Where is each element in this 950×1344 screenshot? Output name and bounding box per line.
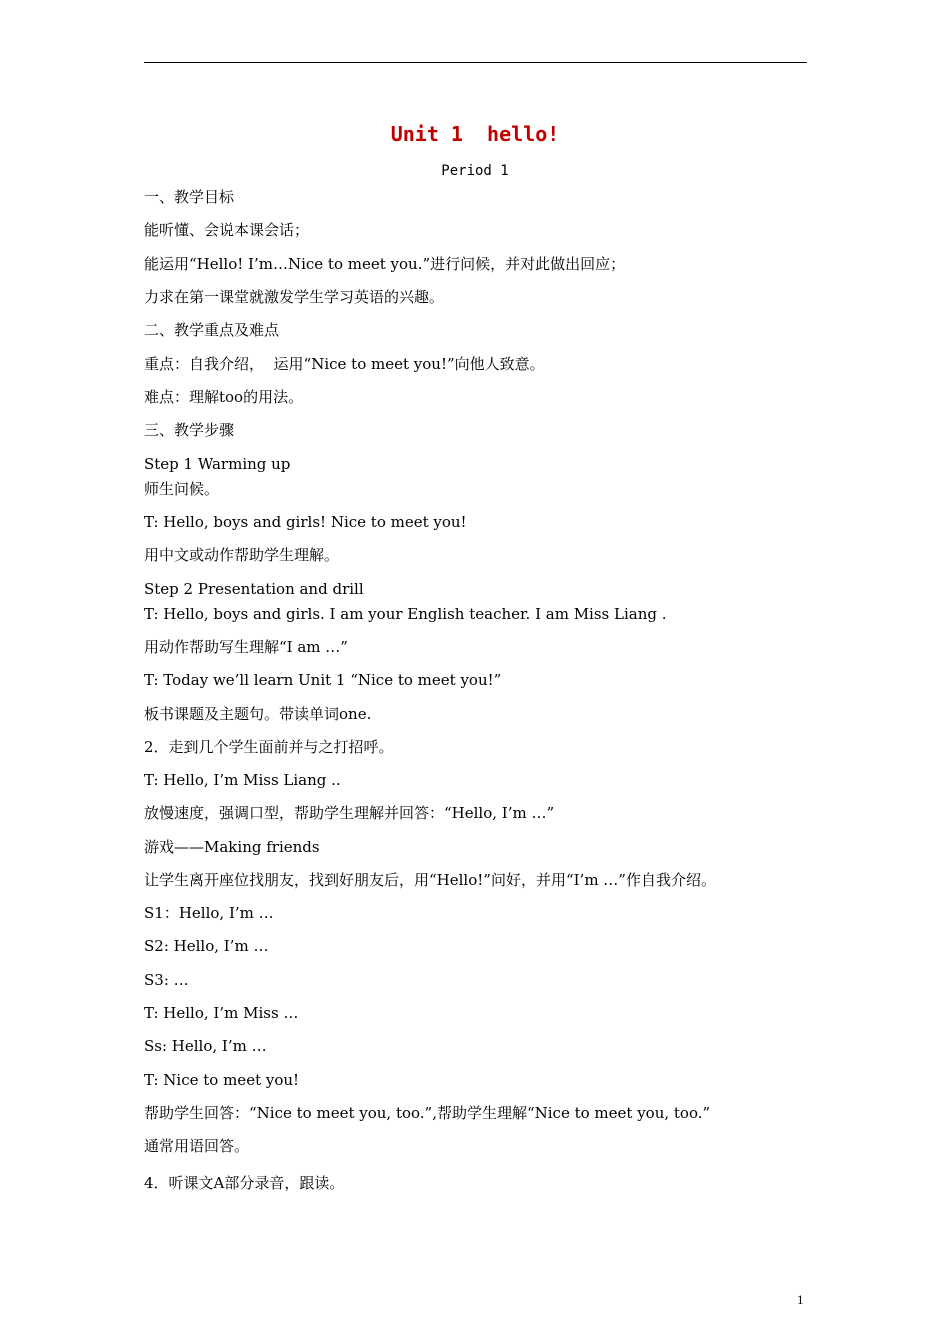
text-line: T: Hello, boys and girls. I am your English teacher. I am Miss Liang .: [144, 605, 667, 623]
header-rule: [144, 62, 807, 63]
text-line: 师生问候。: [144, 480, 220, 498]
text-line: 重点：自我介绍， 运用“Nice to meet you!”向他人致意。: [144, 355, 545, 373]
text-line: 二、教学重点及难点: [144, 321, 280, 339]
text-line: T: Hello, I’m Miss Liang ..: [144, 771, 341, 789]
text-line: 难点：理解too的用法。: [144, 388, 304, 406]
page-title: Unit 1 hello!: [390, 122, 560, 146]
text-line: 力求在第一课堂就激发学生学习英语的兴趣。: [144, 288, 445, 306]
text-line: 能运用“Hello! I’m…Nice to meet you.”进行问候，并对此做出回应；: [144, 255, 626, 273]
text-line: T: Hello, I’m Miss …: [144, 1004, 299, 1022]
text-line: T: Today we’ll learn Unit 1 “Nice to meet you!”: [144, 671, 502, 689]
text-line: Step 2 Presentation and drill: [144, 580, 364, 598]
text-line: 2．走到几个学生面前并与之打招呼。: [144, 738, 394, 756]
text-line: 通常用语回答。: [144, 1137, 250, 1155]
text-line: 游戏——Making friends: [144, 838, 320, 856]
text-line: 用中文或动作帮助学生理解。: [144, 546, 340, 564]
text-line: 一、教学目标: [144, 188, 235, 206]
text-line: S2: Hello, I’m …: [144, 937, 269, 955]
page-number: 1: [797, 1292, 804, 1307]
text-line: 三、教学步骤: [144, 421, 235, 439]
period-subtitle: Period 1: [441, 163, 509, 179]
text-line: S1：Hello, I’m …: [144, 904, 274, 922]
text-line: 板书课题及主题句。带读单词one.: [144, 705, 372, 723]
text-line: 能听懂、会说本课会话；: [144, 221, 310, 239]
text-line: Ss: Hello, I’m …: [144, 1037, 267, 1055]
text-line: S3: …: [144, 971, 189, 989]
text-line: 帮助学生回答：“Nice to meet you, too.”,帮助学生理解“Nice to meet you, too.”: [144, 1104, 711, 1122]
text-line: T: Nice to meet you!: [144, 1071, 300, 1089]
text-line: 放慢速度，强调口型，帮助学生理解并回答：“Hello, I’m …”: [144, 804, 555, 822]
text-line: Step 1 Warming up: [144, 455, 291, 473]
text-line: 4．听课文A部分录音，跟读。: [144, 1174, 345, 1192]
text-line: T: Hello, boys and girls! Nice to meet you!: [144, 513, 467, 531]
text-line: 让学生离开座位找朋友，找到好朋友后，用“Hello!”问好，并用“I’m …”作自我介绍。: [144, 871, 716, 889]
text-line: 用动作帮助写生理解“I am …”: [144, 638, 348, 656]
